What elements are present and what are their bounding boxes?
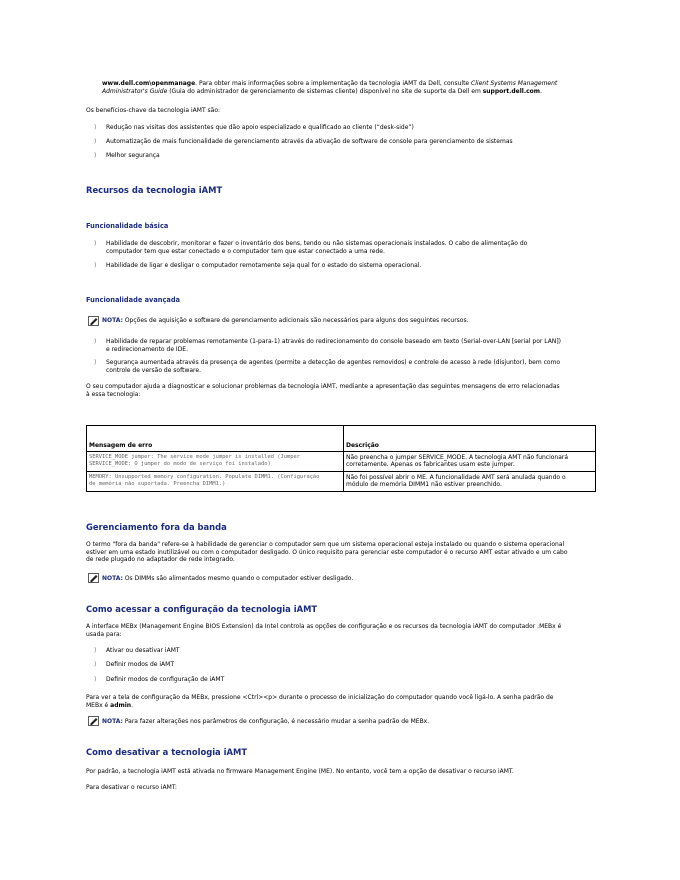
error-message-line: SERVICE_MODE: O jumper do modo de serviço foi instalado) — [89, 461, 271, 468]
error-message-line: SERVICE_MODE jumper: The service mode jumper is installed (Jumper — [89, 454, 300, 460]
bullet-icon: ) — [94, 152, 97, 159]
list-item — [94, 138, 513, 146]
intro-text-1: . Para obter mais informações sobre a implementação da tecnologia iAMT da Dell, consulte — [195, 80, 472, 87]
access-item-3: Definir modos de configuração de iAMT — [106, 676, 225, 683]
access-line-1: A interface MEBx (Management Engine BIOS Extension) da Intel controla as opções de configuração e os recursos da tecnologia iAMT do computador .MEBx é — [86, 623, 562, 630]
guide-title-a: Client Systems Management — [471, 80, 558, 87]
error-table — [86, 425, 596, 492]
openmanage-link[interactable]: openmanage — [151, 80, 196, 87]
dell-link[interactable]: www.dell.com — [102, 80, 150, 87]
disable-line-2: Para desativar o recurso iAMT: — [86, 784, 177, 791]
basic-item-2: Habilidade de ligar e desligar o computador remotamente seja qual for o estado do sistema operacional. — [106, 262, 422, 269]
note-oob — [102, 575, 353, 583]
section-title-access: Como acessar a configuração da tecnologia iAMT — [86, 604, 318, 614]
list-item — [94, 240, 528, 255]
subsection-title-basic: Funcionalidade básica — [86, 222, 169, 230]
bullet-icon: ) — [94, 647, 97, 654]
access-para-line-b — [86, 702, 554, 710]
section-title-resources: Recursos da tecnologia iAMT — [86, 185, 223, 195]
error-message-line: MEMORY: Unsupported memory configuration. Populate DIMM1. (Configuração — [89, 473, 320, 480]
benefit-item-3: Melhor segurança — [106, 152, 160, 159]
bullet-icon: ) — [94, 676, 97, 683]
oob-paragraph — [86, 541, 568, 564]
benefit-item-2: Automatização de mais funcionalidade de gerenciamento através da ativação de software de console para gerenciamento de sistemas — [106, 138, 513, 145]
note-advanced — [102, 317, 469, 325]
advanced-item-1a: Habilidade de reparar problemas remotamente (1-para-1) através do redirecionamento do console baseado em texto (Serial-over-LAN [serial por LAN]) — [106, 338, 561, 345]
bullet-icon: ) — [94, 359, 97, 366]
support-link[interactable]: support.dell.com — [482, 87, 541, 95]
error-summary-a: O seu computador ajuda a diagnosticar e solucionar problemas da tecnologia iAMT, mediante a apresentação das seguintes mensagens de erro relacionadas — [86, 383, 560, 390]
table-row — [87, 471, 596, 491]
table-row — [87, 452, 596, 472]
oob-line-2: estiver em uma estado inutilizável ou com o computador desligado. O único requisito para gerenciar este computador é o recurso AMT estar ativado e um cabo — [86, 548, 568, 556]
access-item-2: Definir modos de iAMT — [106, 661, 174, 668]
bullet-icon: ) — [94, 262, 97, 269]
note-pencil-icon — [88, 716, 99, 726]
note-label: NOTA: — [102, 718, 123, 725]
error-message-cell — [87, 452, 344, 472]
access-para-b-pre: MEBx é — [86, 701, 111, 709]
column-header-description: Descrição — [344, 426, 596, 452]
bullet-icon: ) — [94, 138, 97, 145]
access-para-2 — [86, 694, 554, 709]
error-summary — [86, 383, 560, 398]
note-text: Os DIMMs são alimentados mesmo quando o computador estiver desligado. — [122, 575, 354, 582]
error-description-cell — [344, 452, 596, 472]
intro-paragraph — [102, 80, 602, 95]
list-item — [94, 152, 160, 160]
guide-title-b: Administrator's Guide — [102, 87, 168, 95]
list-item — [94, 647, 180, 655]
note-text: Para fazer alterações nos parâmetros de configuração, é necessário mudar a senha padrão de MEBx. — [122, 718, 430, 725]
oob-line-1: O termo "fora da banda" refere-se à habilidade de gerenciar o computador sem que um sistema operacional esteja instalado ou quando o sistema operacional — [86, 541, 565, 548]
access-para-line-a: Para ver a tela de configuração da MEBx, pressione <Ctrl><p> durante o processo de inicialização do computador quando você ligá-lo. A senha padrão de — [86, 694, 554, 701]
section-title-disable: Como desativar a tecnologia iAMT — [86, 747, 248, 757]
list-item — [94, 661, 174, 669]
default-password: admin — [110, 701, 132, 709]
benefit-item-1: Redução nas visitas dos assistentes que dão apoio especializado e qualificado ao cliente (“desk-side”) — [106, 124, 414, 131]
error-summary-b: à essa tecnologia: — [86, 390, 141, 398]
note-label: NOTA: — [102, 317, 123, 324]
access-paragraph — [86, 623, 561, 638]
note-label: NOTA: — [102, 575, 123, 582]
benefits-heading: Os benefícios-chave da tecnologia iAMT são: — [86, 107, 221, 114]
bullet-icon: ) — [94, 661, 97, 668]
list-item — [94, 124, 414, 132]
bullet-icon: ) — [94, 124, 97, 131]
section-title-oob: Gerenciamento fora da banda — [86, 522, 227, 532]
access-line-2: usada para: — [86, 630, 122, 638]
note-pencil-icon — [88, 573, 99, 583]
intro-text-2: (Guia do administrador de gerenciamento de sistemas cliente) disponível no site de suporte da Dell em — [167, 87, 483, 95]
error-message-cell — [87, 471, 344, 491]
error-message-line: de memória não suportada. Preencha DIMM1.) — [89, 481, 226, 488]
table-header-row — [87, 426, 596, 452]
basic-item-1a: Habilidade de descobrir, monitorar e fazer o inventário dos bens, tendo ou não sistemas operacionais instalados. O cabo de alimentação do — [106, 240, 528, 247]
intro-text-3: . — [540, 87, 542, 95]
error-description-cell — [344, 471, 596, 491]
error-description-line: corretamente. Apenas os fabricantes usam este jumper. — [346, 461, 515, 469]
column-header-message: Mensagem de erro — [87, 426, 344, 452]
error-description-line: módulo de memória DIMM1 não estiver preenchido. — [346, 481, 502, 489]
bullet-icon: ) — [94, 240, 97, 247]
advanced-item-2b: controle de versão de software. — [106, 367, 201, 374]
path-separator: \ — [149, 80, 152, 87]
note-pencil-icon — [88, 316, 99, 326]
bullet-icon: ) — [94, 338, 97, 345]
access-item-1: Ativar ou desativar iAMT — [106, 647, 180, 654]
oob-line-3: de rede plugado no adaptador de rede integrado. — [86, 556, 235, 564]
note-access — [102, 718, 429, 726]
list-item — [94, 359, 561, 374]
advanced-item-1b: e redirecionamento de IDE. — [106, 346, 189, 353]
disable-line-1: Por padrão, a tecnologia iAMT está ativada no firmware Management Engine (ME). No entanto, você tem a opção de desativar o recurso iAMT. — [86, 768, 514, 775]
error-description-line: Não preencha o jumper SERVICE_MODE. A tecnologia AMT não funcionará — [346, 454, 569, 461]
note-text: Opções de aquisição e software de gerenciamento adicionais são necessários para alguns dos seguintes recursos. — [122, 317, 469, 324]
basic-item-1b: computador tem que estar conectado e o computador tem que estar conectado a uma rede. — [106, 248, 385, 255]
advanced-item-2a: Segurança aumentada através da presença de agentes (permite a detecção de agentes removidos) e controle de acesso à rede (disjuntor), bem como — [106, 359, 561, 366]
access-para-b-post: . — [131, 701, 133, 709]
list-item — [94, 676, 225, 684]
subsection-title-advanced: Funcionalidade avançada — [86, 296, 181, 304]
error-description-line: Não foi possível abrir o ME. A funcionalidade AMT será anulada quando o — [346, 473, 566, 481]
list-item — [94, 338, 561, 353]
list-item — [94, 262, 422, 270]
